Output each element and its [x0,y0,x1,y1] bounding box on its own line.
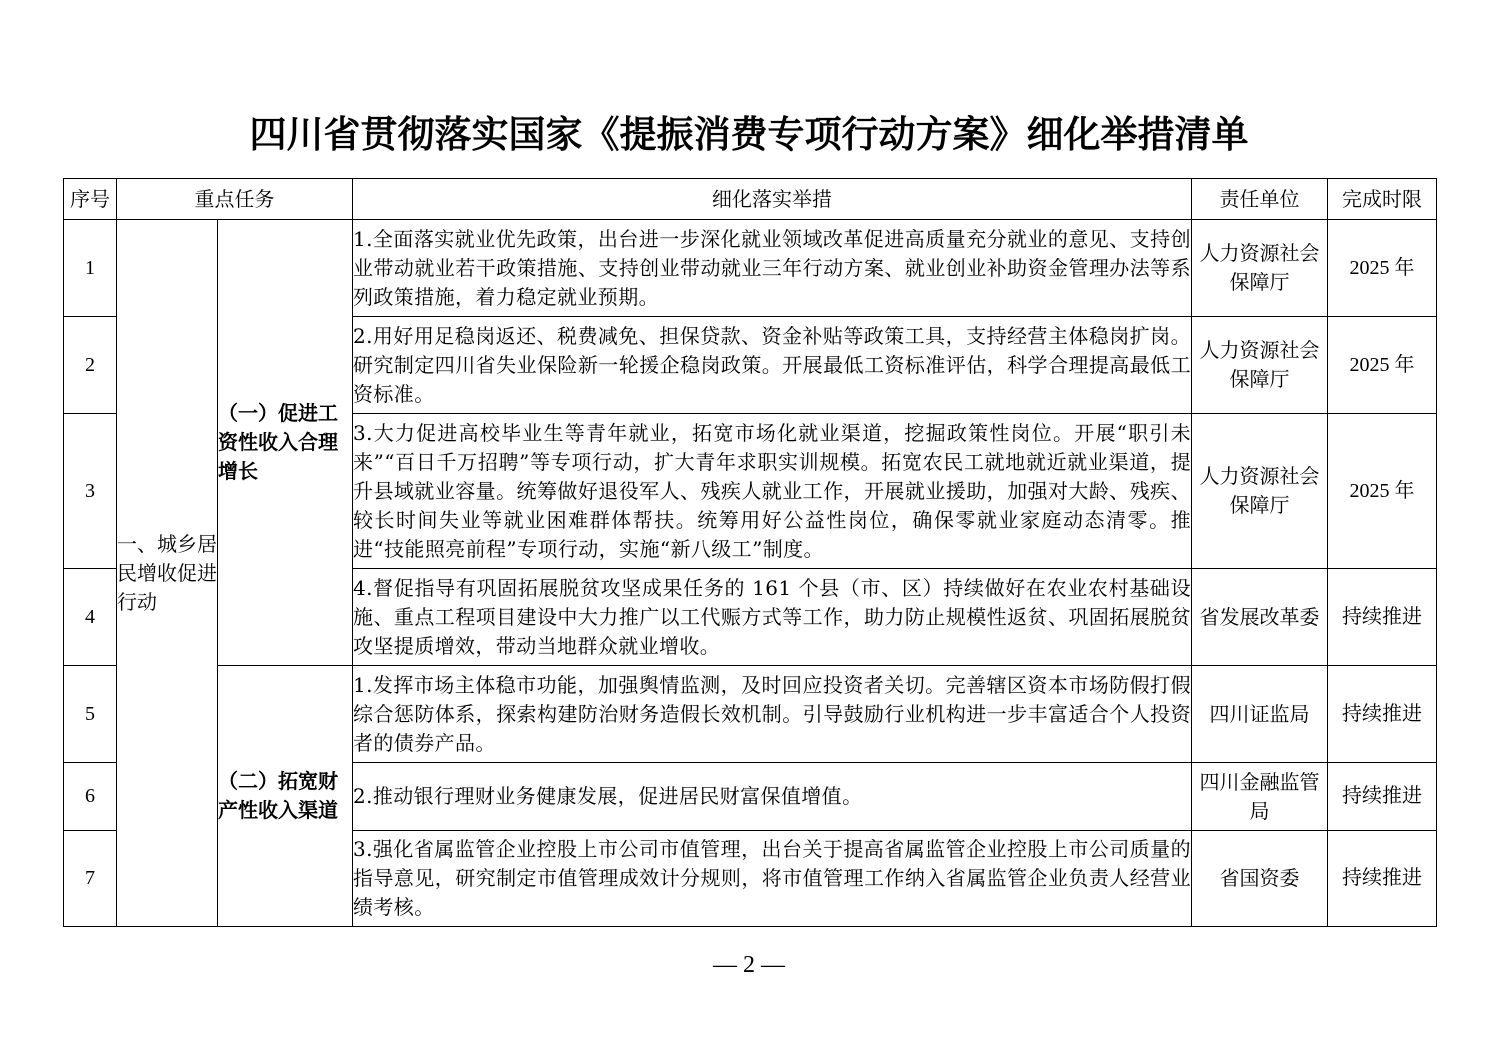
page-title: 四川省贯彻落实国家《提振消费专项行动方案》细化举措清单 [249,112,1249,156]
header-unit: 责任单位 [1192,179,1328,220]
table-row [64,220,1437,317]
row-measure: 3.强化省属监管企业控股上市公司市值管理，出台关于提高省属监管企业控股上市公司质量的指导意见，研究制定市值管理成效计分规则，将市值管理工作纳入省属监管企业负责人经营业绩考核。 [353,831,1192,927]
row-seq: 3 [64,414,117,569]
row-unit: 人力资源社会保障厅 [1192,220,1328,317]
table-header-row [64,179,1437,220]
header-task: 重点任务 [117,179,353,220]
row-measure: 2.用好用足稳岗返还、税费减免、担保贷款、资金补贴等政策工具，支持经营主体稳岗扩岗。研究制定四川省失业保险新一轮援企稳岗政策。开展最低工资标准评估，科学合理提高最低工资标准。 [353,317,1192,414]
row-measure: 2.推动银行理财业务健康发展，促进居民财富保值增值。 [353,763,1192,831]
row-measure: 4.督促指导有巩固拓展脱贫攻坚成果任务的 161 个县（市、区）持续做好在农业农村基础设施、重点工程项目建设中大力推广以工代赈方式等工作，助力防止规模性返贫、巩固拓展脱贫攻坚提质增效，带动当地群众就业增收。 [353,569,1192,666]
header-seq: 序号 [64,179,117,220]
row-unit: 四川金融监管局 [1192,763,1328,831]
row-unit: 人力资源社会保障厅 [1192,317,1328,414]
row-deadline: 持续推进 [1328,763,1437,831]
row-measure: 1.发挥市场主体稳市功能，加强舆情监测，及时回应投资者关切。完善辖区资本市场防假打假综合惩防体系，探索构建防治财务造假长效机制。引导鼓励行业机构进一步丰富适合个人投资者的债券产品。 [353,666,1192,763]
page-number: — 2 — [713,952,785,978]
row-deadline: 持续推进 [1328,831,1437,927]
category-urban-rural-income: 一、城乡居民增收促进行动 [117,220,218,927]
subcategory-property-income: （二）拓宽财产性收入渠道 [218,666,353,927]
table-row [64,666,1437,763]
subcategory-wage-income: （一）促进工资性收入合理增长 [218,220,353,666]
row-unit: 人力资源社会保障厅 [1192,414,1328,569]
row-seq: 1 [64,220,117,317]
row-unit: 四川证监局 [1192,666,1328,763]
row-deadline: 持续推进 [1328,569,1437,666]
row-seq: 7 [64,831,117,927]
header-deadline: 完成时限 [1328,179,1437,220]
row-seq: 5 [64,666,117,763]
row-unit: 省发展改革委 [1192,569,1328,666]
row-deadline: 2025 年 [1328,414,1437,569]
row-seq: 4 [64,569,117,666]
row-seq: 6 [64,763,117,831]
header-measure: 细化落实举措 [353,179,1192,220]
row-unit: 省国资委 [1192,831,1328,927]
row-deadline: 2025 年 [1328,220,1437,317]
measures-table [63,178,1437,927]
row-deadline: 持续推进 [1328,666,1437,763]
row-deadline: 2025 年 [1328,317,1437,414]
row-seq: 2 [64,317,117,414]
row-measure: 1.全面落实就业优先政策，出台进一步深化就业领域改革促进高质量充分就业的意见、支持创业带动就业若干政策措施、支持创业带动就业三年行动方案、就业创业补助资金管理办法等系列政策措施，着力稳定就业预期。 [353,220,1192,317]
row-measure: 3.大力促进高校毕业生等青年就业，拓宽市场化就业渠道，挖掘政策性岗位。开展“职引未来”“百日千万招聘”等专项行动，扩大青年求职实训规模。拓宽农民工就地就近就业渠道，提升县域就业容量。统筹做好退役军人、残疾人就业工作，开展就业援助，加强对大龄、残疾、较长时间失业等就业困难群体帮扶。统筹用好公益性岗位，确保零就业家庭动态清零。推进“技能照亮前程”专项行动，实施“新八级工”制度。 [353,414,1192,569]
